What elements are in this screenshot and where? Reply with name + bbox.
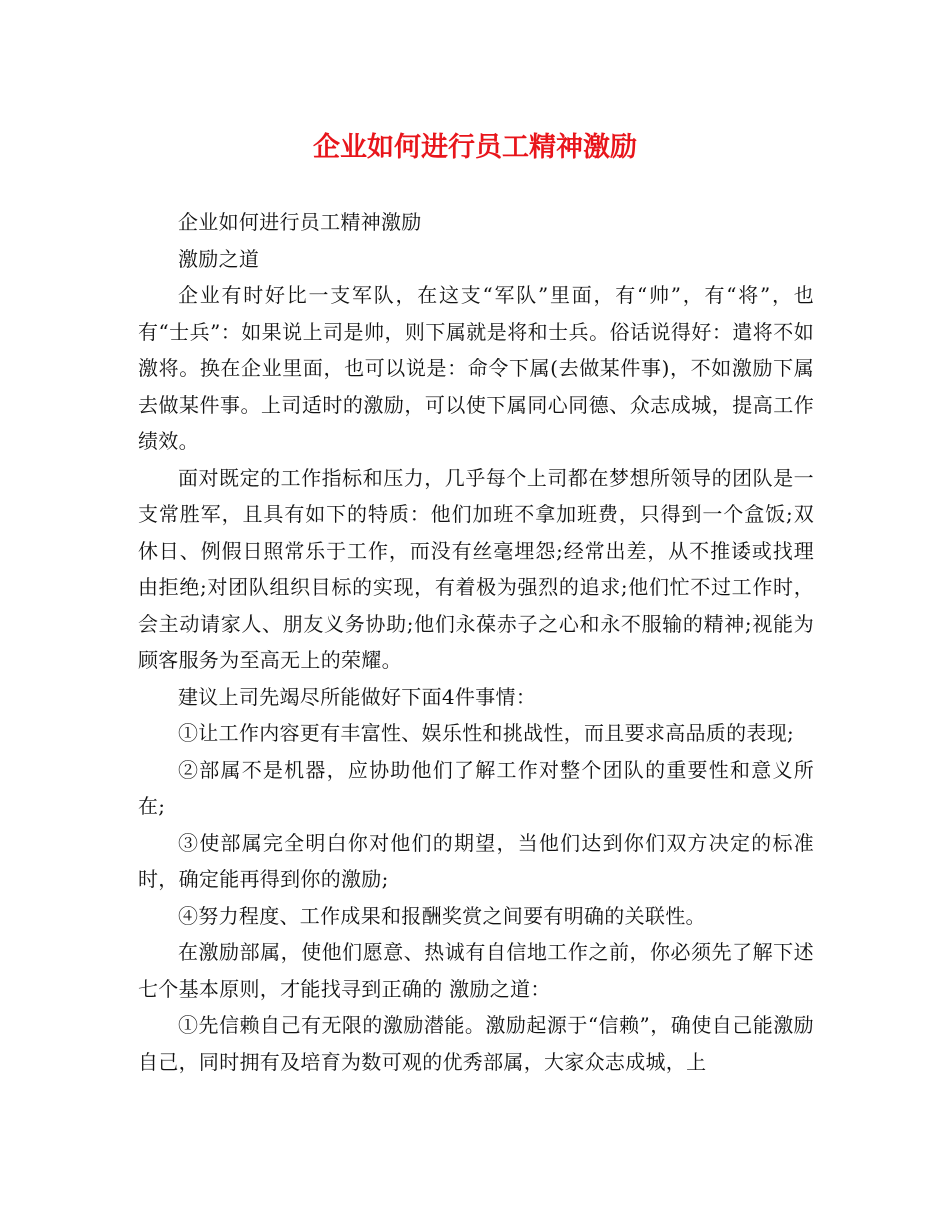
paragraph-suggestion-1: ①让工作内容更有丰富性、娱乐性和挑战性，而且要求高品质的表现;: [178, 721, 795, 745]
paragraph-suggestion-2: ②部属不是机器，应协助他们了解工作对整个团队的重要性和意义所在;: [138, 757, 814, 818]
paragraph-suggestion-lead: 建议上司先竭尽所能做好下面4件事情：: [178, 684, 537, 709]
paragraph-principles-lead: 在激励部属，使他们愿意、热诚有自信地工作之前，你必须先了解下述七个基本原则，才能找寻到正确的 激励之道：: [138, 940, 814, 1001]
paragraph-suggestion-4: ④努力程度、工作成果和报酬奖赏之间要有明确的关联性。: [178, 903, 706, 928]
paragraph-intro: 企业有时好比一支军队，在这支“军队”里面，有“帅”，有“将”，也有“士兵”：如果说上司是帅，则下属就是将和士兵。俗话说得好：遣将不如激将。换在企业里面，也可以说是：命令下属(去做某件事)，不如激励下属去做某件事。上司适时的激励，可以使下属同心同德、众志成城，提高工作绩效。: [138, 283, 814, 453]
paragraph-suggestion-3: ③使部属完全明白你对他们的期望，当他们达到你们双方决定的标准时，确定能再得到你的激励;: [138, 830, 814, 891]
paragraph-doc-heading: 企业如何进行员工精神激励: [178, 210, 422, 234]
paragraph-principle-1: ①先信赖自己有无限的激励潜能。激励起源于“信赖”，确使自己能激励自己，同时拥有及培育为数可观的优秀部属，大家众志成城，上: [138, 1013, 814, 1074]
paragraph-section-heading: 激励之道: [178, 246, 260, 271]
document-body: [138, 204, 814, 1080]
paragraph-team-traits: 面对既定的工作指标和压力，几乎每个上司都在梦想所领导的团队是一支常胜军，且具有如下的特质：他们加班不拿加班费，只得到一个盒饭;双休日、例假日照常乐于工作，而没有丝毫埋怨;经常出差，从不推诿或找理由拒绝;对团队组织目标的实现，有着极为强烈的追求;他们忙不过工作时，会主动请家人、朋友义务协助;他们永葆赤子之心和永不服输的精神;视能为顾客服务为至高无上的荣耀。: [138, 465, 814, 672]
document-title: 企业如何进行员工精神激励: [313, 132, 637, 163]
